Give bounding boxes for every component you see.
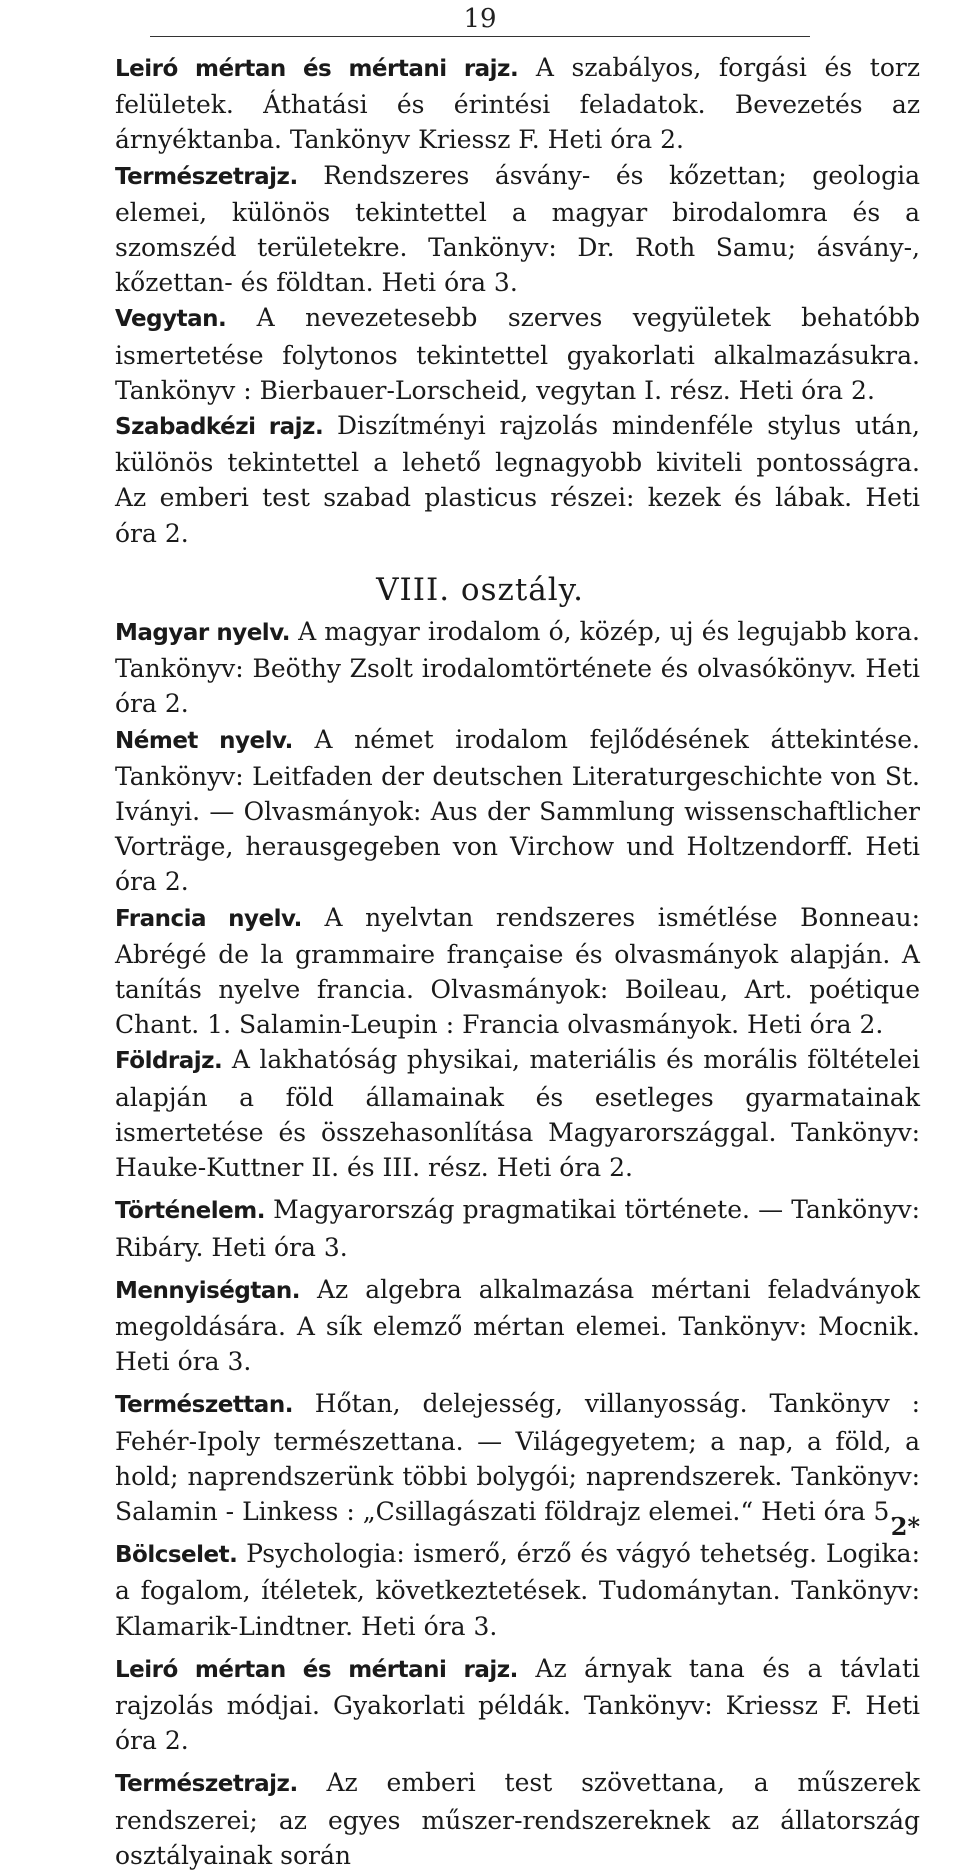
subject-text: Diszítményi rajzolás mindenféle stylus után, különös tekintettel a lehető legnagyobb kiviteli pontosságra. Az emberi test szabad plasticus részei: kezek és lábak. Heti óra 2. — [115, 411, 920, 548]
subject-paragraph — [40, 300, 920, 408]
subject-heading: Természetrajz. — [115, 1771, 298, 1798]
subject-heading: Leiró mértan és mértani rajz. — [115, 56, 519, 82]
subject-heading: Mennyiségtan. — [115, 1277, 300, 1304]
subject-paragraph — [40, 158, 920, 301]
subject-heading: Természetrajz. — [115, 163, 298, 190]
subject-heading: Leiró mértan és mértani rajz. — [115, 1656, 518, 1683]
subject-heading: Német nyelv. — [115, 727, 293, 754]
subject-heading: Természettan. — [115, 1392, 293, 1419]
subject-text: Psychologia: ismerő, érző és vágyó tehetség. Logika: a fogalom, ítéletek, következtetések. Tudománytan. Tankönyv: Klamarik-Lindtner. Heti óra 3. — [115, 1539, 920, 1641]
subject-heading: Francia nyelv. — [115, 905, 302, 932]
page-body — [40, 50, 920, 1873]
subject-heading: Bölcselet. — [115, 1542, 238, 1569]
subject-heading: Szabadkézi rajz. — [115, 414, 324, 441]
subject-heading: Történelem. — [115, 1198, 265, 1225]
subject-text: A szabályos, forgási és torz felületek. Áthatási és érintési feladatok. Bevezetés az árnyéktanba. Tankönyv Kriessz F. Heti óra 2. — [115, 53, 920, 155]
header-rule — [150, 36, 810, 37]
subject-text: A nyelvtan rendszeres ismétlése Bonneau: Abrégé de la grammaire française és olvasmányok alapján. A tanítás nyelve francia. Olvasmányok: Boileau, Art. poétique Chant. 1. Salamin-Leupin : Francia olvasmányok. Heti óra 2. — [115, 902, 920, 1040]
subject-text: A nevezetesebb szerves vegyületek behatóbb ismertetése folytonos tekintettel gyakorlati alkalmazásukra. Tankönyv : Bierbauer-Lorscheid, vegytan I. rész. Heti óra 2. — [115, 303, 920, 405]
subject-text: Magyarország pragmatikai története. — Tankönyv: Ribáry. Heti óra 3. — [115, 1195, 920, 1262]
subject-paragraph — [40, 50, 920, 158]
page-number: 19 — [463, 4, 497, 34]
subject-heading: Vegytan. — [115, 306, 227, 333]
subject-text: A magyar irodalom ó, közép, uj és legujabb kora. Tankönyv: Beöthy Zsolt irodalomtörténete és olvasókönyv. Heti óra 2. — [115, 617, 920, 719]
subject-paragraph — [40, 900, 920, 1043]
subject-text: Rendszeres ásvány- és kőzettan; geologia elemei, különös tekintettel a magyar birodalomra és a szomszéd területekre. Tankönyv: Dr. Roth Samu; ásvány-, kőzettan- és földtan. Heti óra 3. — [115, 160, 920, 298]
subject-paragraph — [40, 614, 920, 722]
subject-text: A német irodalom fejlődésének áttekintése. Tankönyv: Leitfaden der deutschen Literaturgeschichte von St. Iványi. — Olvasmányok: Aus der Sammlung wissenschaftlicher Vorträge, herausgegeben von Virchow und Holtzendorff. Heti óra 2. — [115, 724, 920, 897]
signature-mark: 2* — [890, 1512, 920, 1541]
subject-paragraph — [40, 722, 920, 900]
subject-heading: Magyar nyelv. — [115, 620, 291, 647]
subject-paragraph — [40, 1386, 920, 1529]
section-title: VIII. osztály. — [376, 571, 584, 608]
subject-paragraph — [40, 1192, 920, 1264]
subject-text: Hőtan, delejesség, villanyosság. Tankönyv : Fehér-Ipoly természettana. — Világegyetem; a nap, a föld, a hold; naprendszerünk többi bolygói; naprendszerek. Tankönyv: Salamin - Linkess : „Csillagászati földrajz elemei.“ Heti óra 5. — [115, 1389, 920, 1526]
subject-paragraph — [40, 1272, 920, 1380]
subject-text: Az árnyak tana és a távlati rajzolás módjai. Gyakorlati példák. Tankönyv: Kriessz F. Heti óra 2. — [115, 1653, 921, 1756]
subject-paragraph — [40, 1651, 920, 1759]
subject-paragraph — [40, 1042, 920, 1185]
subject-text: Az emberi test szövettana, a műszerek rendszerei; az egyes műszer-rendszereknek az állatország osztályainak során — [115, 1768, 920, 1870]
subject-text: Az algebra alkalmazása mértani feladványok megoldására. A sík elemző mértan elemei. Tankönyv: Mocnik. Heti óra 3. — [115, 1274, 920, 1377]
subject-paragraph — [40, 1765, 920, 1873]
subject-text: A lakhatóság physikai, materiális és morális föltételei alapján a föld államainak és esetleges gyarmatainak ismertetése és összehasonlítása Magyarországgal. Tankönyv: Hauke-Kuttner II. és III. rész. Heti óra 2. — [115, 1045, 920, 1183]
subject-paragraph — [40, 408, 920, 551]
subject-paragraph — [40, 1536, 920, 1644]
subject-heading: Földrajz. — [115, 1048, 223, 1075]
